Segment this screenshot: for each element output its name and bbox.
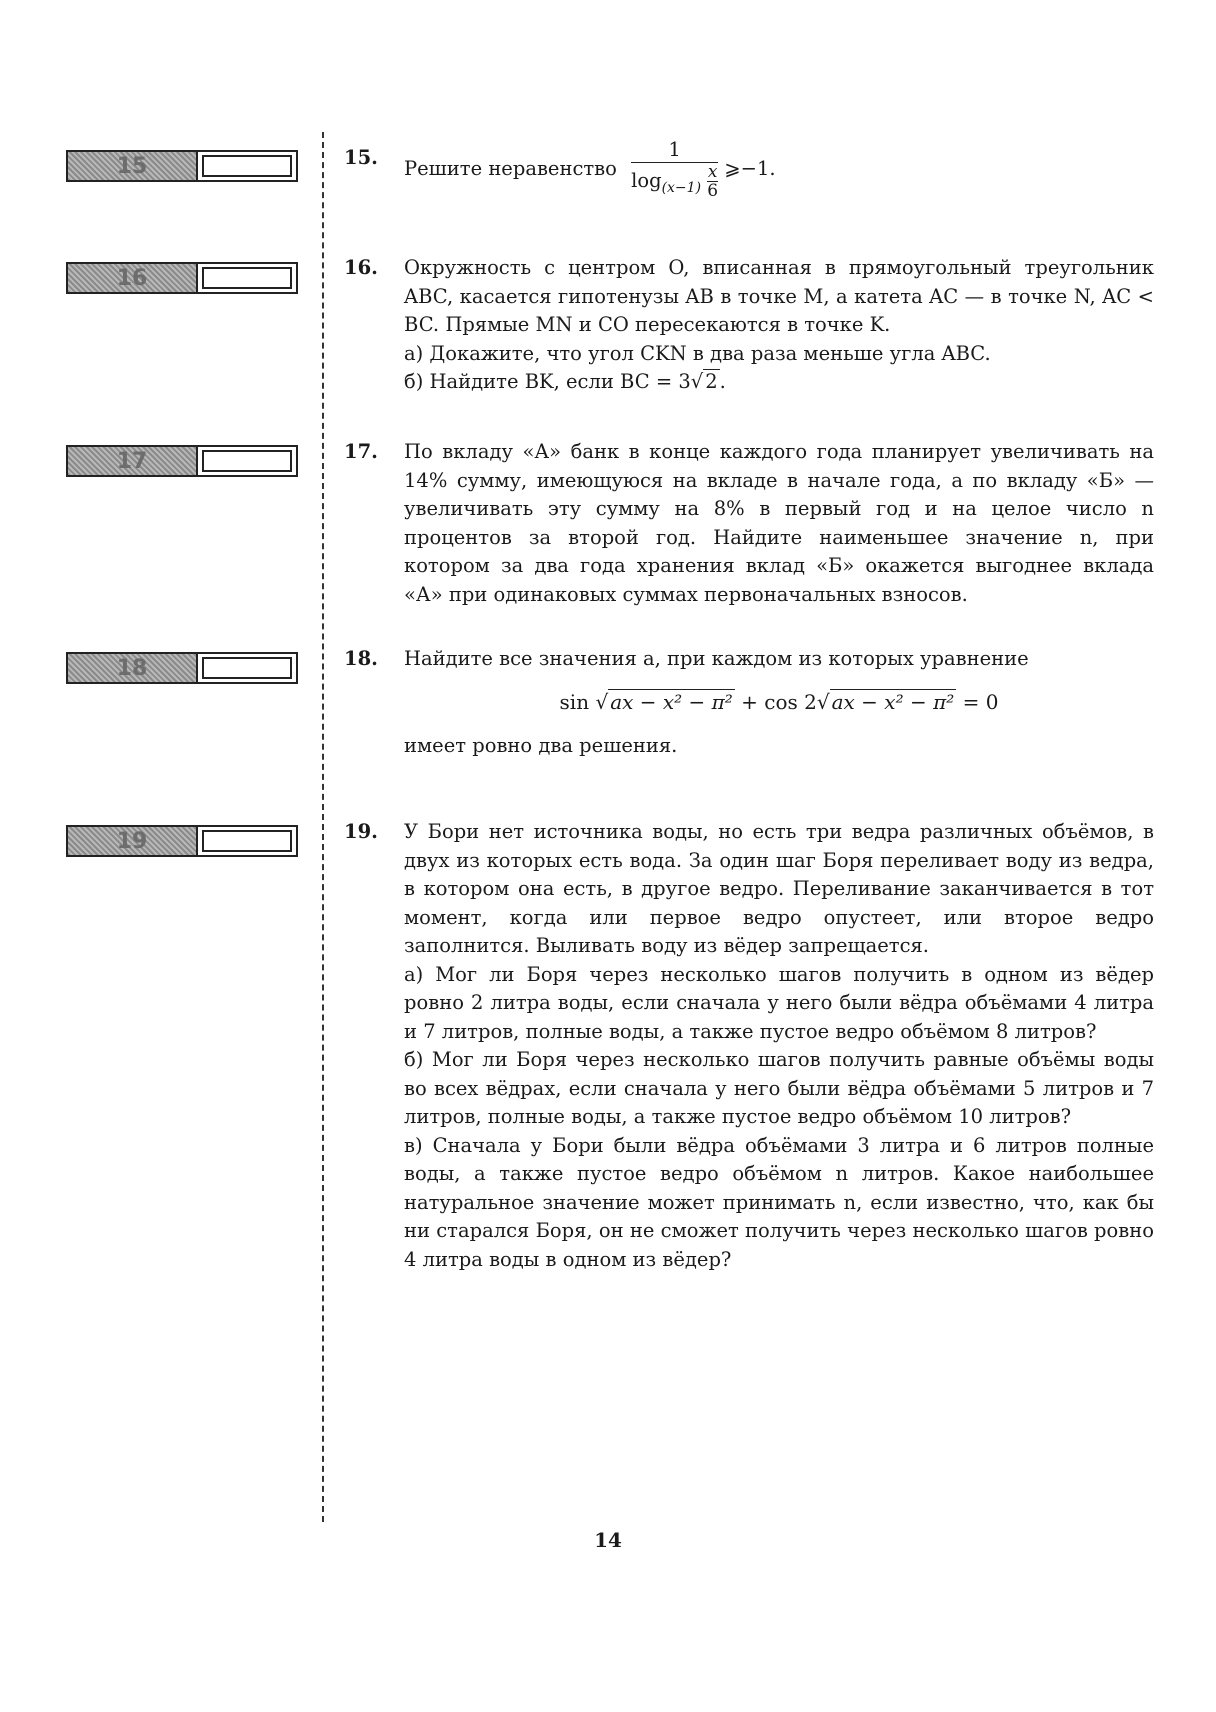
task-text: По вкладу «А» банк в конце каждого года планирует увеличивать на 14% сумму, имеющуюся на вкладе в начале года, а по вкладу «Б» — увеличивать эту сумму на 8% в первый год и на целое число n процентов за второй год. Найдите наименьшее значение n, при котором за два года хранения вклад «Б» окажется выгоднее вклада «А» при одинаковых суммах первоначальных взносов. — [404, 440, 1154, 606]
task-18 — [344, 645, 1154, 761]
task-text: Окружность с центром O, вписанная в прямоугольный треугольник ABC, касается гипотенузы AB в точке M, а катета AC — в точке N, AC < BC. Прямые MN и CO пересекаются в точке K. — [404, 256, 1154, 336]
task-number: 15. — [344, 146, 378, 169]
task-number: 16. — [344, 256, 378, 279]
subtask-b: б) Найдите BK, если BC = 3√ 2 . — [404, 370, 726, 393]
tag-number: 16 — [68, 264, 198, 292]
answer-tag-16 — [66, 262, 298, 294]
log-argument — [707, 163, 718, 200]
fraction-denominator — [631, 163, 718, 201]
arg-numerator: x — [707, 162, 718, 182]
tag-number: 19 — [68, 827, 198, 855]
answer-box[interactable] — [202, 155, 292, 177]
task-tail: имеет ровно два решения. — [404, 734, 678, 757]
answer-box[interactable] — [202, 830, 292, 852]
task-text: У Бори нет источника воды, но есть три ведра различных объёмов, в двух из которых есть вода. За один шаг Боря переливает воду из ведра, в котором она есть, в другое ведро. Переливание заканчивается в тот момент, когда или первое ведро опустеет, или второе ведро заполнится. Выливать воду из вёдер запрещается. — [404, 820, 1154, 957]
task-15 — [344, 138, 1154, 201]
arg-denominator: 6 — [707, 181, 719, 201]
task-number: 18. — [344, 647, 378, 670]
inequality-formula — [631, 138, 718, 201]
tag-number: 18 — [68, 654, 198, 682]
subtask-c: в) Сначала у Бори были вёдра объёмами 3 литра и 6 литров полные воды, а также пустое ведро объёмом n литров. Какое наибольшее натуральное значение может принимать n, если известно, что, как бы ни старался Боря, он не сможет получить через несколько шагов ровно 4 литра воды в одном из вёдер? — [404, 1133, 1154, 1271]
subtask-a: а) Мог ли Боря через несколько шагов получить в одном из вёдер ровно 2 литра воды, если сначала у него были вёдра объёмами 4 литра и 7 литров, полные воды, а также пустое ведро объёмом 8 литров? — [404, 962, 1154, 1043]
answer-box[interactable] — [202, 267, 292, 289]
task-number: 17. — [344, 440, 378, 463]
equation: sin √ ax − x² − π² + cos 2√ ax − x² − π² = 0 — [559, 689, 999, 714]
task-text: Решите неравенство — [404, 156, 617, 180]
page-number: 14 — [594, 1528, 622, 1552]
cut-line — [322, 132, 324, 1522]
log-label: log — [631, 169, 662, 192]
fraction-numerator: 1 — [631, 138, 718, 163]
task-16 — [344, 254, 1154, 397]
tag-number: 15 — [68, 152, 198, 180]
tag-number: 17 — [68, 447, 198, 475]
subtask-b: б) Мог ли Боря через несколько шагов получить равные объёмы воды во всех вёдрах, если сначала у него были вёдра объёмами 5 литров и 7 литров, полные воды, а также пустое ведро объёмом 10 литров? — [404, 1048, 1154, 1128]
task-19 — [344, 818, 1154, 1274]
answer-tag-18 — [66, 652, 298, 684]
answer-tag-19 — [66, 825, 298, 857]
task-17 — [344, 438, 1154, 609]
subtask-a: а) Докажите, что угол CKN в два раза меньше угла ABC. — [404, 341, 991, 365]
answer-box[interactable] — [202, 657, 292, 679]
inequality-rhs: ⩾−1. — [724, 156, 776, 180]
answer-tag-15 — [66, 150, 298, 182]
task-number: 19. — [344, 820, 378, 843]
answer-tag-17 — [66, 445, 298, 477]
answer-box[interactable] — [202, 450, 292, 472]
task-text: Найдите все значения a, при каждом из которых уравнение — [404, 647, 1029, 670]
log-base: (x−1) — [661, 179, 702, 196]
